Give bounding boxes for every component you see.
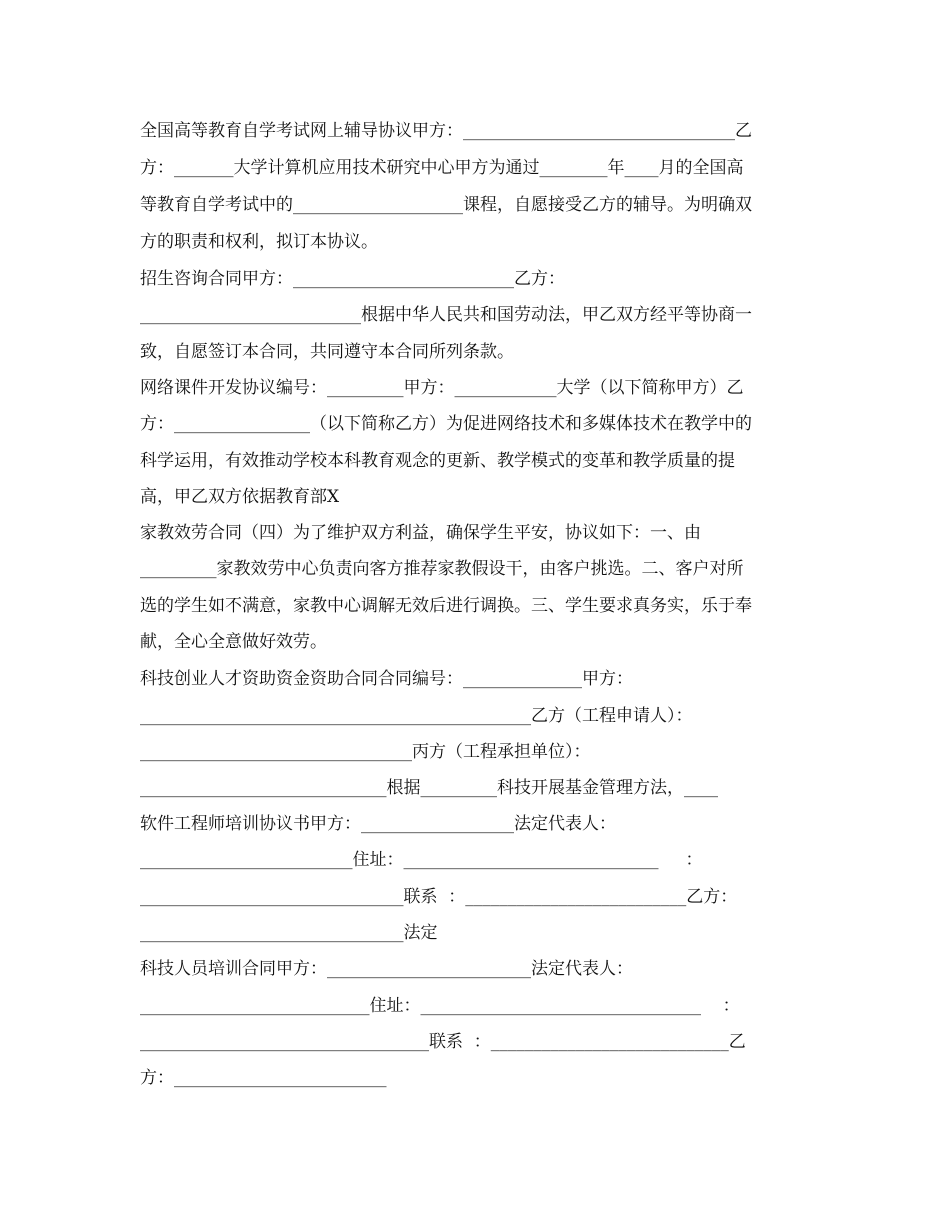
- text-line: 科技人员培训合同甲方：________________________法定代表人：: [140, 959, 633, 979]
- text-line: 致，自愿签订本合同，共同遵守本合同所列条款。: [140, 342, 514, 362]
- text-line: 招生咨询合同甲方：__________________________乙方：: [140, 269, 565, 289]
- text-line: 方的职责和权利，拟订本协议。: [140, 232, 378, 252]
- text-line: 高，甲乙双方依据教育部X: [140, 487, 340, 507]
- text-line: ______________________________________________乙方（工程申请人）：: [140, 706, 693, 726]
- text-line: _________家教效劳中心负责向客方推荐家教假设干，由客户挑选。二、客户对所: [140, 559, 744, 579]
- text-line: __________________________________联系 ：____________________________乙: [140, 1032, 746, 1052]
- text-line: 科学运用，有效推动学校本科教育观念的更新、教学模式的变革和教学质量的提: [140, 451, 735, 471]
- text-line: 科技创业人才资助资金资助合同合同编号：______________甲方：: [140, 669, 633, 689]
- text-line: _______________________________法定: [140, 923, 438, 943]
- text-line: ________________________________丙方（工程承担单位）：: [140, 742, 591, 762]
- text-line: 方：_________________________: [140, 1068, 387, 1088]
- text-line: 方：________________（以下简称乙方）为促进网络技术和多媒体技术在教学中的: [140, 414, 752, 434]
- text-line: _____________________________根据_________科技开展基金管理方法，____: [140, 778, 718, 798]
- text-line: 选的学生如不满意，家教中心调解无效后进行调换。三、学生要求真务实，乐于奉: [140, 596, 752, 616]
- text-line: 方：_______大学计算机应用技术研究中心甲方为通过________年____月的全国高: [140, 158, 744, 178]
- text-line: ___________________________住址：_________________________________ ：: [140, 996, 740, 1016]
- text-line: 献，全心全意做好效劳。: [140, 632, 327, 652]
- text-line: _______________________________联系 ：__________________________乙方：: [140, 887, 738, 907]
- text-line: 家教效劳合同（四）为了维护双方利益，确保学生平安，协议如下：一、由: [140, 523, 701, 543]
- text-line: 软件工程师培训协议书甲方：__________________法定代表人：: [140, 814, 616, 834]
- text-line: 全国高等教育自学考试网上辅导协议甲方：________________________________乙: [140, 121, 752, 141]
- text-line: _________________________住址：______________________________ ：: [140, 850, 703, 870]
- text-line: __________________________根据中华人民共和国劳动法，甲乙双方经平等协商一: [140, 305, 752, 325]
- text-line: 网络课件开发协议编号：_________甲方：____________大学（以下简称甲方）乙: [140, 378, 744, 398]
- text-line: 等教育自学考试中的____________________课程，自愿接受乙方的辅导。为明确双: [140, 195, 752, 215]
